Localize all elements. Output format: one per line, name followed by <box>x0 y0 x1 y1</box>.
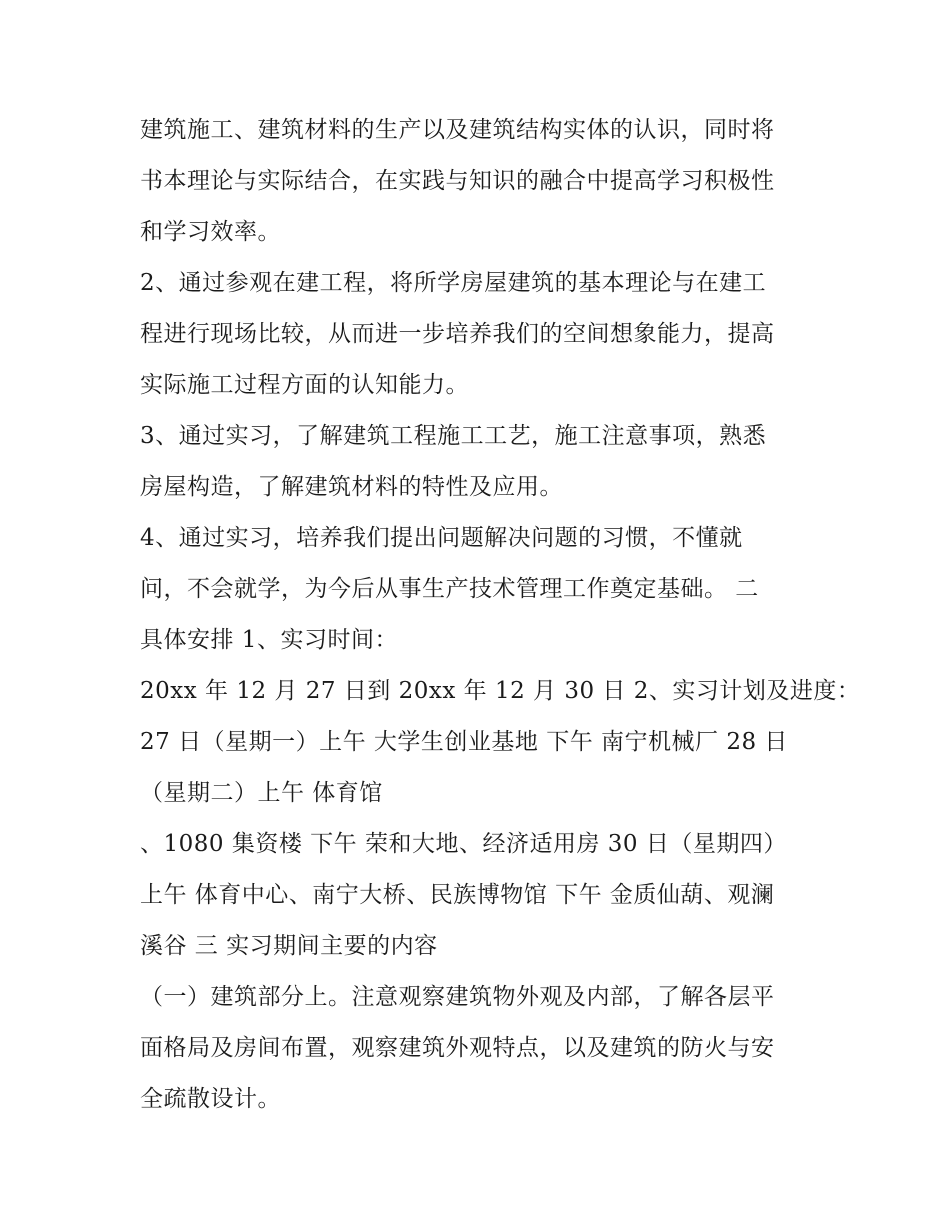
text-line: 程进行现场比较，从而进一步培养我们的空间想象能力，提高 <box>140 321 775 347</box>
text-line: 面格局及房间布置，观察建筑外观特点，以及建筑的防火与安 <box>140 1035 775 1061</box>
text-line: 3、通过实习，了解建筑工程施工工艺，施工注意事项，熟悉 <box>140 423 767 449</box>
text-line: 20xx 年 12 月 27 日到 20xx 年 12 月 30 日 2、实习计划及进度： <box>140 678 861 704</box>
text-line: 建筑施工、建筑材料的生产以及建筑结构实体的认识，同时将 <box>140 117 775 143</box>
text-line: （星期二）上午 体育馆 <box>140 780 383 806</box>
text-line: 2、通过参观在建工程，将所学房屋建筑的基本理论与在建工 <box>140 270 767 296</box>
text-line: 房屋构造，了解建筑材料的特性及应用。 <box>140 474 563 500</box>
text-line: 上午 体育中心、南宁大桥、民族博物馆 下午 金质仙葫、观澜 <box>140 882 775 908</box>
text-line: 4、通过实习，培养我们提出问题解决问题的习惯，不懂就 <box>140 525 743 551</box>
text-line: 问，不会就学，为今后从事生产技术管理工作奠定基础。 二 <box>140 576 759 602</box>
text-line: 书本理论与实际结合，在实践与知识的融合中提高学习积极性 <box>140 168 775 194</box>
text-line: 、1080 集资楼 下午 荣和大地、经济适用房 30 日（星期四） <box>140 831 787 857</box>
text-line: （一）建筑部分上。注意观察建筑物外观及内部，了解各层平 <box>140 984 775 1010</box>
text-line: 和学习效率。 <box>140 219 281 245</box>
body-text <box>140 108 861 1128</box>
text-line: 全疏散设计。 <box>140 1086 281 1112</box>
text-line: 具体安排 1、实习时间： <box>140 627 398 653</box>
text-line: 溪谷 三 实习期间主要的内容 <box>140 933 438 959</box>
text-line: 27 日（星期一）上午 大学生创业基地 下午 南宁机械厂 28 日 <box>140 729 788 755</box>
text-line: 实际施工过程方面的认知能力。 <box>140 372 469 398</box>
